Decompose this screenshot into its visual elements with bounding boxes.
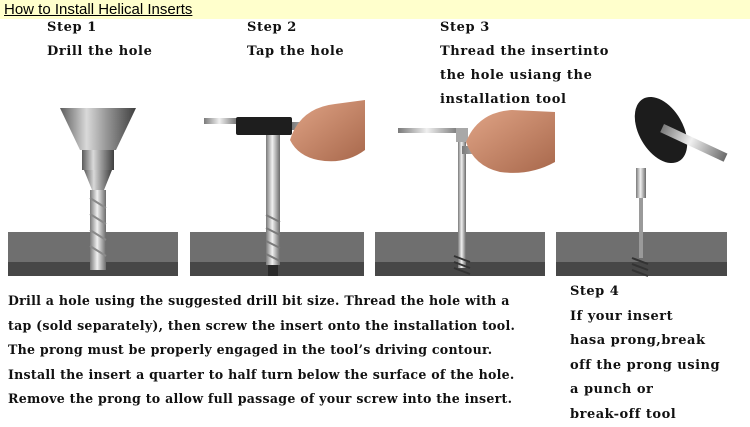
step3-line: Thread the insertinto bbox=[440, 40, 609, 64]
paragraph-line: Remove the prong to allow full passage of your screw into the insert. bbox=[8, 387, 553, 412]
paragraph-line: tap (sold separately), then screw the insert onto the installation tool. bbox=[8, 314, 553, 339]
step4-line: off the prong using bbox=[570, 354, 745, 379]
step4-heading: Step 4 bbox=[570, 280, 745, 305]
step3-line: installation tool bbox=[440, 88, 609, 112]
paragraph-line: Drill a hole using the suggested drill bit size. Thread the hole with a bbox=[8, 289, 553, 314]
page-title[interactable]: How to Install Helical Inserts bbox=[4, 1, 192, 18]
paragraph-line: The prong must be properly engaged in the tool’s driving contour. bbox=[8, 338, 553, 363]
step3-line: the hole usiang the bbox=[440, 64, 609, 88]
step4-line: break-off tool bbox=[570, 403, 745, 427]
step2-heading: Step 2 bbox=[247, 20, 297, 35]
paragraph-line: Install the insert a quarter to half turn below the surface of the hole. bbox=[8, 363, 553, 388]
step2-text: Tap the hole bbox=[247, 40, 344, 64]
step3-heading: Step 3 bbox=[440, 20, 490, 35]
step4-text bbox=[570, 280, 745, 427]
instructions-paragraph bbox=[8, 289, 553, 412]
step4-line: a punch or bbox=[570, 378, 745, 403]
step1-text: Drill the hole bbox=[47, 40, 152, 64]
step4-line: hasa prong,break bbox=[570, 329, 745, 354]
step4-line: If your insert bbox=[570, 305, 745, 330]
step1-heading: Step 1 bbox=[47, 20, 97, 35]
